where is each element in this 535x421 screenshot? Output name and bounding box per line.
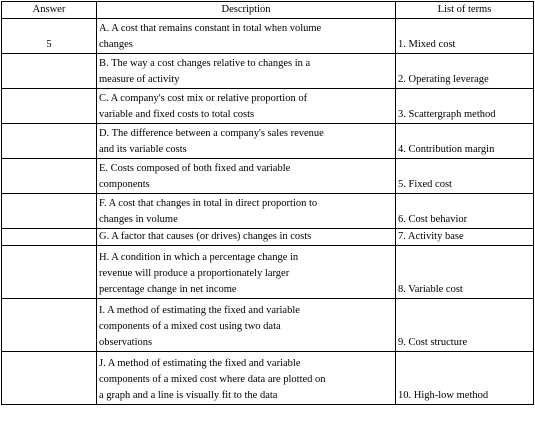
description-cell <box>97 229 396 246</box>
description-line: measure of activity <box>99 74 180 85</box>
description-line: percentage change in net income <box>99 284 237 295</box>
description-line: H. A condition in which a percentage change in <box>99 252 299 263</box>
description-line: C. A company's cost mix or relative proportion of <box>99 93 308 104</box>
description-cell <box>97 159 396 194</box>
description-line: F. A cost that changes in total in direct proportion to <box>99 198 318 209</box>
description-line: G. A factor that causes (or drives) changes in costs <box>99 231 312 242</box>
description-cell <box>97 124 396 159</box>
table-row <box>2 19 534 54</box>
term-cell: 2. Operating leverage <box>396 54 534 89</box>
term-cell: 4. Contribution margin <box>396 124 534 159</box>
term-cell: 9. Cost structure <box>396 299 534 352</box>
answer-cell[interactable] <box>2 159 97 194</box>
description-line: changes <box>99 39 133 50</box>
description-line: a graph and a line is visually fit to the data <box>99 390 278 401</box>
answer-cell[interactable]: 5 <box>2 19 97 54</box>
description-line: B. The way a cost changes relative to changes in a <box>99 58 311 69</box>
description-line: changes in volume <box>99 214 178 225</box>
matching-table <box>1 1 534 405</box>
table-row <box>2 229 534 246</box>
header-row <box>2 2 534 19</box>
term-cell: 6. Cost behavior <box>396 194 534 229</box>
description-line: observations <box>99 337 153 348</box>
table-row <box>2 299 534 352</box>
table-row <box>2 246 534 299</box>
term-cell: 10. High-low method <box>396 352 534 405</box>
answer-cell[interactable] <box>2 54 97 89</box>
description-line: and its variable costs <box>99 144 187 155</box>
table-row <box>2 159 534 194</box>
answer-cell[interactable] <box>2 194 97 229</box>
description-cell <box>97 19 396 54</box>
description-line: variable and fixed costs to total costs <box>99 109 255 120</box>
description-line: components <box>99 179 150 190</box>
description-line: revenue will produce a proportionately larger <box>99 268 290 279</box>
answer-cell[interactable] <box>2 229 97 246</box>
table-row <box>2 352 534 405</box>
description-line: J. A method of estimating the fixed and variable <box>99 358 301 369</box>
term-cell: 1. Mixed cost <box>396 19 534 54</box>
table-row <box>2 124 534 159</box>
table-row <box>2 89 534 124</box>
table-row <box>2 54 534 89</box>
description-line: I. A method of estimating the fixed and variable <box>99 305 300 316</box>
description-line: components of a mixed cost where data are plotted on <box>99 374 326 385</box>
answer-cell[interactable] <box>2 299 97 352</box>
answer-cell[interactable] <box>2 89 97 124</box>
table-row <box>2 194 534 229</box>
description-line: D. The difference between a company's sales revenue <box>99 128 324 139</box>
answer-cell[interactable] <box>2 246 97 299</box>
answer-cell[interactable] <box>2 124 97 159</box>
description-line: A. A cost that remains constant in total when volume <box>99 23 322 34</box>
term-cell: 7. Activity base <box>396 229 534 246</box>
answer-column-header: Answer <box>2 2 97 19</box>
terms-column-header: List of terms <box>396 2 534 19</box>
answer-cell[interactable] <box>2 352 97 405</box>
description-cell <box>97 246 396 299</box>
description-column-header: Description <box>97 2 396 19</box>
description-line: components of a mixed cost using two data <box>99 321 281 332</box>
description-line: E. Costs composed of both fixed and variable <box>99 163 291 174</box>
description-cell <box>97 352 396 405</box>
description-cell <box>97 194 396 229</box>
term-cell: 8. Variable cost <box>396 246 534 299</box>
description-cell <box>97 299 396 352</box>
description-cell <box>97 89 396 124</box>
term-cell: 5. Fixed cost <box>396 159 534 194</box>
description-cell <box>97 54 396 89</box>
term-cell: 3. Scattergraph method <box>396 89 534 124</box>
